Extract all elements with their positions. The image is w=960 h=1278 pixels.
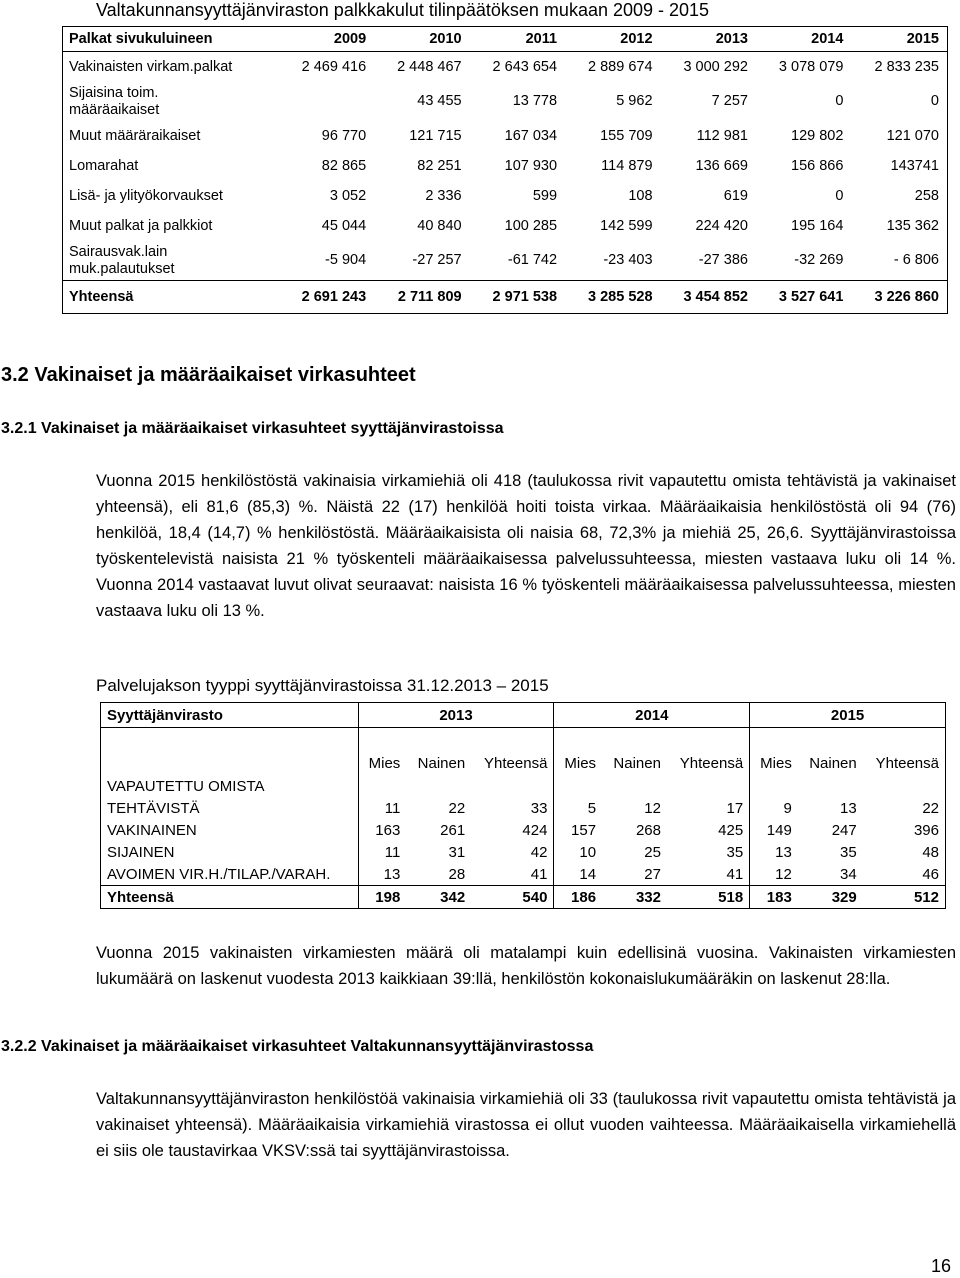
table-cell: -23 403 [603, 252, 653, 268]
table-cell: 13 [750, 841, 798, 863]
table-cell: 224 420 [695, 218, 748, 234]
table-cell: 332 [602, 886, 667, 909]
table-row [101, 841, 946, 863]
row-label-line1: Sijaisina toim. [69, 84, 159, 101]
table-row [63, 82, 948, 121]
table-cell: 7 257 [711, 93, 748, 109]
table-cell: 0 [835, 93, 844, 109]
table-cell: 619 [723, 188, 748, 204]
subheader-cell: Yhteensä [484, 755, 548, 772]
table-cell [863, 775, 946, 797]
header-cell: Syyttäjänvirasto [101, 703, 359, 728]
row-label: VAPAUTETTU OMISTA [107, 777, 265, 795]
table-cell: 157 [554, 819, 602, 841]
row-label [63, 241, 279, 281]
table-cell: 261 [440, 821, 466, 839]
table-cell [667, 775, 750, 797]
subheader-cell: Nainen [417, 755, 466, 772]
table-cell: 258 [914, 188, 939, 204]
table-total-row [63, 281, 948, 314]
table-cell: 108 [628, 188, 653, 204]
table-cell: 0 [930, 93, 939, 109]
table-cell: 13 [358, 863, 406, 886]
table-cell: 2 971 538 [470, 281, 565, 314]
row-label: Lomarahat [69, 158, 139, 174]
table-cell: 82 865 [321, 158, 367, 174]
table-cell: 512 [863, 886, 946, 909]
table-cell: 82 251 [417, 158, 462, 174]
table-cell [358, 775, 406, 797]
table-cell: 183 [750, 886, 798, 909]
table-cell: 17 [726, 799, 744, 817]
table-cell: 3 052 [329, 188, 367, 204]
table-cell: -5 904 [325, 252, 367, 268]
table-cell: 2 448 467 [397, 59, 462, 75]
row-label-line2: määräaikaiset [69, 101, 160, 118]
table-cell: 112 981 [696, 128, 748, 144]
table-cell: 142 599 [600, 218, 653, 234]
table-cell [471, 775, 554, 797]
table-cell: 136 669 [695, 158, 748, 174]
table-cell: 247 [831, 821, 857, 839]
table-cell: 12 [750, 863, 798, 886]
table-cell: 96 770 [321, 128, 367, 144]
subheader-cell: Mies [358, 728, 406, 776]
table-cell: 41 [530, 865, 548, 883]
table-cell: 25 [644, 843, 661, 861]
table-row [63, 52, 948, 83]
table-row [101, 797, 946, 819]
table-cell: - 6 806 [893, 252, 939, 268]
table-cell: 2 691 243 [279, 281, 374, 314]
table-cell: 167 034 [504, 128, 558, 144]
table-row [63, 241, 948, 281]
table-cell: 43 455 [417, 93, 462, 109]
table-row [101, 863, 946, 886]
table-cell: 11 [358, 797, 406, 819]
table-cell: 396 [913, 821, 939, 839]
year-header: 2013 [358, 703, 554, 728]
table-row [63, 181, 948, 211]
table-cell: 13 [840, 799, 857, 817]
row-label: AVOIMEN VIR.H./TILAP./VARAH. [107, 865, 331, 883]
table-cell: 155 709 [600, 128, 653, 144]
table-cell: 342 [406, 886, 471, 909]
table-cell: 198 [358, 886, 406, 909]
table-cell: -32 269 [794, 252, 844, 268]
table-cell: 163 [358, 819, 406, 841]
table-cell: 42 [530, 843, 548, 861]
table-cell: -61 742 [507, 252, 558, 268]
table-cell: 12 [644, 799, 661, 817]
subheader-cell: Nainen [613, 755, 661, 772]
table-cell [750, 775, 798, 797]
table-cell: 424 [522, 821, 548, 839]
table-cell: 129 802 [791, 128, 844, 144]
table-cell: 135 362 [886, 218, 939, 234]
header-cell: 2010 [374, 27, 469, 52]
table-cell: 9 [750, 797, 798, 819]
row-label: Yhteensä [101, 886, 359, 909]
table-cell: 143741 [890, 158, 939, 174]
table-cell: 11 [358, 841, 406, 863]
table-cell: 5 962 [616, 93, 653, 109]
table-cell: 14 [554, 863, 602, 886]
page-number: 16 [930, 1256, 951, 1276]
table-cell: 195 164 [791, 218, 844, 234]
table-cell: 5 [554, 797, 602, 819]
table-row [63, 211, 948, 241]
table-cell: 35 [840, 843, 857, 861]
table-cell: 2 336 [425, 188, 462, 204]
table-cell: 46 [922, 865, 939, 883]
table-cell: 329 [798, 886, 863, 909]
row-label-line2: muk.palautukset [69, 260, 175, 277]
table-header-row [63, 27, 948, 52]
table-cell: 2 889 674 [588, 59, 653, 75]
table-row [101, 775, 946, 797]
header-cell: 2009 [279, 27, 374, 52]
table-total-row [101, 886, 946, 909]
header-cell: 2015 [851, 27, 947, 52]
table-cell: 156 866 [791, 158, 844, 174]
table-cell: 186 [554, 886, 602, 909]
row-label: SIJAINEN [107, 843, 175, 861]
table-cell: 114 879 [601, 158, 653, 174]
table-cell: 35 [726, 843, 744, 861]
table-cell: 10 [554, 841, 602, 863]
header-cell: 2011 [470, 27, 565, 52]
row-label: Muut määräraikaiset [69, 128, 201, 144]
table-row [63, 151, 948, 181]
service-type-table [100, 702, 946, 909]
table-header-row [101, 703, 946, 728]
table-cell: 100 285 [504, 218, 558, 234]
subheader-cell: Yhteensä [875, 755, 939, 772]
table-cell: 41 [726, 865, 744, 883]
subsection-heading-1: 3.2.1 Vakinaiset ja määräaikaiset virkasuhteet syyttäjänvirastoissa [1, 420, 504, 437]
row-label: VAKINAINEN [107, 821, 197, 839]
table-cell: 28 [448, 865, 466, 883]
table-cell: 2 469 416 [301, 59, 367, 75]
table-cell: 34 [840, 865, 857, 883]
table-cell: 425 [718, 821, 744, 839]
subheader-cell: Nainen [809, 755, 857, 772]
paragraph-1: Vuonna 2015 henkilöstöstä vakinaisia virkamiehiä oli 418 (taulukossa rivit vapautettu omista tehtävistä ja vakinaiset yhteensä), eli 81,6 (85,3) %. Näistä 22 (17) henkilöä hoiti toista virkaa. Määräaikaisia henkilöstöstä oli 94 (76) henkilöä, 18,4 (14,7) % henkilöstöstä. Määräaikaisista oli naisia 68, 72,3% ja miehiä 25, 26,6. Syyttäjänvirastoissa työskentelevistä naisista 21 % työskenteli määräaikaisessa palvelussuhteessa, miesten vastaava luku oli 14 %. Vuonna 2014 vastaavat luvut olivat seuraavat: naisista 16 % työskenteli määräaikaisessa palvelussuhteessa, miesten vastaava luku oli 13 %. [96, 472, 956, 620]
table-cell [406, 775, 471, 797]
row-label: Muut palkat ja palkkiot [69, 218, 213, 234]
table-cell: 540 [471, 886, 554, 909]
table-row [101, 819, 946, 841]
subheader-cell: Mies [750, 728, 798, 776]
table-cell: 518 [667, 886, 750, 909]
table-cell: 33 [530, 799, 548, 817]
subheader-cell: Yhteensä [679, 755, 744, 772]
table-cell: 27 [644, 865, 661, 883]
row-label [63, 82, 279, 121]
header-cell: 2013 [661, 27, 756, 52]
table1-caption: Valtakunnansyyttäjänviraston palkkakulut tilinpäätöksen mukaan 2009 - 2015 [96, 0, 710, 20]
table2-caption: Palvelujakson tyyppi syyttäjänvirastoissa 31.12.2013 – 2015 [96, 676, 549, 695]
paragraph-3: Valtakunnansyyttäjänviraston henkilöstöä vakinaisia virkamiehiä oli 33 (taulukossa rivit vapautettu omista tehtävistä ja vakinaiset yhteensä). Määräaikaisia virkamiehiä virastossa ei ollut vuoden vaihteessa. Määräaikaisella virkamiehellä ei siis ole taustavirkaa VKSV:ssä tai syyttäjänvirastoissa. [96, 1090, 956, 1160]
year-header: 2015 [750, 703, 946, 728]
table-cell: 3 527 641 [756, 281, 851, 314]
table-cell [602, 775, 667, 797]
header-cell: 2012 [565, 27, 660, 52]
table-row [63, 121, 948, 151]
row-label: TEHTÄVISTÄ [107, 799, 200, 817]
table-cell: 3 454 852 [661, 281, 756, 314]
section-heading: 3.2 Vakinaiset ja määräaikaiset virkasuhteet [1, 364, 416, 386]
table-cell: 149 [750, 819, 798, 841]
table-cell: 3 226 860 [851, 281, 947, 314]
table-cell: 599 [532, 188, 558, 204]
header-cell: 2014 [756, 27, 851, 52]
subheader-cell: Mies [554, 728, 602, 776]
table-cell: 121 715 [409, 128, 462, 144]
table-cell [554, 775, 602, 797]
table-cell: 2 643 654 [492, 59, 558, 75]
table-cell: 48 [922, 843, 939, 861]
empty-cell [101, 728, 359, 776]
table-cell: 268 [635, 821, 661, 839]
header-cell: Palkat sivukuluineen [63, 27, 279, 52]
table-cell: 0 [835, 188, 844, 204]
table-cell: 22 [922, 799, 939, 817]
subsection-heading-2: 3.2.2 Vakinaiset ja määräaikaiset virkasuhteet Valtakunnansyyttäjänvirastossa [1, 1038, 594, 1055]
salary-costs-table [62, 26, 948, 314]
year-header: 2014 [554, 703, 750, 728]
table-cell: 40 840 [417, 218, 462, 234]
row-label-line1: Sairausvak.lain [69, 243, 168, 260]
table-subheader-row [101, 728, 946, 776]
paragraph-2: Vuonna 2015 vakinaisten virkamiesten määrä oli matalampi kuin edellisinä vuosina. Vakinaisten virkamiesten lukumäärä on laskenut vuodesta 2013 kaikkiaan 39:llä, henkilöstön kokonaislukumääräkin on laskenut 28:lla. [96, 944, 956, 988]
table-cell: 2 833 235 [874, 59, 939, 75]
table-cell: 31 [448, 843, 466, 861]
table-cell: 22 [448, 799, 466, 817]
table-cell: 3 078 079 [778, 59, 844, 75]
table-cell: 13 778 [512, 93, 558, 109]
table-cell: 121 070 [886, 128, 939, 144]
table-cell: -27 257 [412, 252, 462, 268]
table-cell: 3 285 528 [565, 281, 660, 314]
row-label: Vakinaisten virkam.palkat [69, 59, 233, 75]
table-cell [279, 82, 374, 121]
table-cell: 2 711 809 [374, 281, 469, 314]
table-cell: 107 930 [504, 158, 558, 174]
table-cell [798, 775, 863, 797]
row-label: Yhteensä [63, 281, 279, 314]
table-cell: 3 000 292 [683, 59, 748, 75]
table-cell: 45 044 [321, 218, 367, 234]
row-label: Lisä- ja ylityökorvaukset [69, 188, 223, 204]
table-cell: -27 386 [698, 252, 748, 268]
